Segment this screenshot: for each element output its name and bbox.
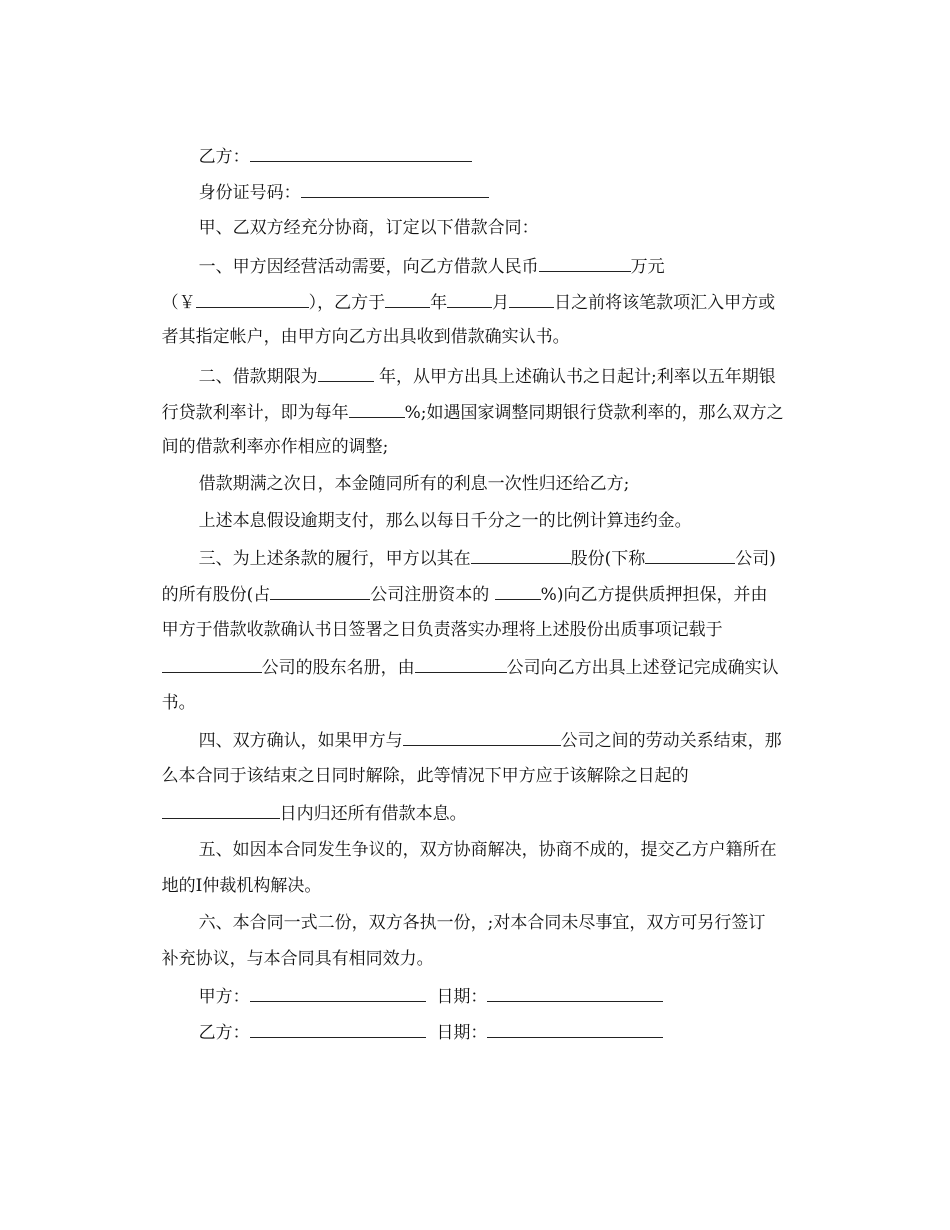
clause-6-line-1: 六、本合同一式二份，双方各执一份，;对本合同未尽事宜，双方可另行签订 — [198, 913, 766, 933]
clause-5-line-2: 地的I仲裁机构解决。 — [161, 876, 322, 896]
clause-3-line-1: 三、为上述条款的履行，甲方以其在 股份(下称 公司) — [177, 522, 776, 595]
party-b-date-blank — [487, 1020, 663, 1038]
party-b-label: 乙方： — [198, 147, 250, 167]
party-b-sign-label: 乙方： — [198, 1023, 250, 1043]
clause-2-line-1: 二、借款期限为 年，从甲方出具上述确认书之日起计;利率以五年期银 — [177, 340, 776, 413]
clause-4-line-2: 么本合同于该结束之日同时解除，此等情况下甲方应于该解除之日起的 — [161, 766, 689, 786]
clause-6-line-2: 补充协议，与本合同具有相同效力。 — [161, 949, 434, 969]
clause-3-line-4: 公司的股东名册，由 公司向乙方出具上述登记完成确实认 — [140, 631, 779, 704]
clause-2-line-3: 间的借款利率亦作相应的调整; — [161, 437, 389, 457]
clause-4-line-1: 四、双方确认，如果甲方与 公司之间的劳动关系结束，那 — [177, 704, 782, 777]
clause-1-line-2: （￥ ），乙方于 年 月 日之前将该笔款项汇入甲方或 — [140, 266, 775, 339]
issuing-company-blank — [415, 655, 507, 673]
clause-3-line-3: 甲方于借款收款确认书日签署之日负责落实办理将上述股份出质事项记载于 — [161, 620, 723, 640]
clause-3-line-2: 的所有股份(占 公司注册资本的 %)向乙方提供质押担保，并由 — [140, 558, 767, 631]
maturity-clause: 借款期满之次日，本金随同所有的利息一次性归还给乙方; — [198, 474, 630, 494]
clause-3-line-5: 书。 — [161, 693, 196, 713]
preamble: 甲、乙双方经充分协商，订定以下借款合同： — [198, 218, 539, 238]
party-b-sign-blank — [250, 1020, 426, 1038]
clause-4-line-3: 日内归还所有借款本息。 — [140, 777, 467, 850]
clause-1-line-1: 一、甲方因经营活动需要，向乙方借款人民币 万元 — [177, 230, 665, 303]
signature-party-b — [177, 996, 663, 1069]
clause-5-line-1: 五、如因本合同发生争议的，双方协商解决，协商不成的，提交乙方户籍所在 — [198, 840, 777, 860]
id-number-label: 身份证号码： — [198, 183, 301, 203]
party-a-date-label: 日期： — [436, 987, 488, 1007]
clause-2-line-2: 行贷款利率计，即为每年 %;如遇国家调整同期银行贷款利率的，那么双方之 — [140, 376, 784, 449]
party-a-sign-label: 甲方： — [198, 987, 250, 1007]
penalty-clause: 上述本息假设逾期支付，那么以每日千分之一的比例计算违约金。 — [198, 511, 692, 531]
party-b-date-label: 日期： — [436, 1023, 488, 1043]
clause-1-line-3: 者其指定帐户，由甲方向乙方出具收到借款确实认书。 — [161, 327, 570, 347]
